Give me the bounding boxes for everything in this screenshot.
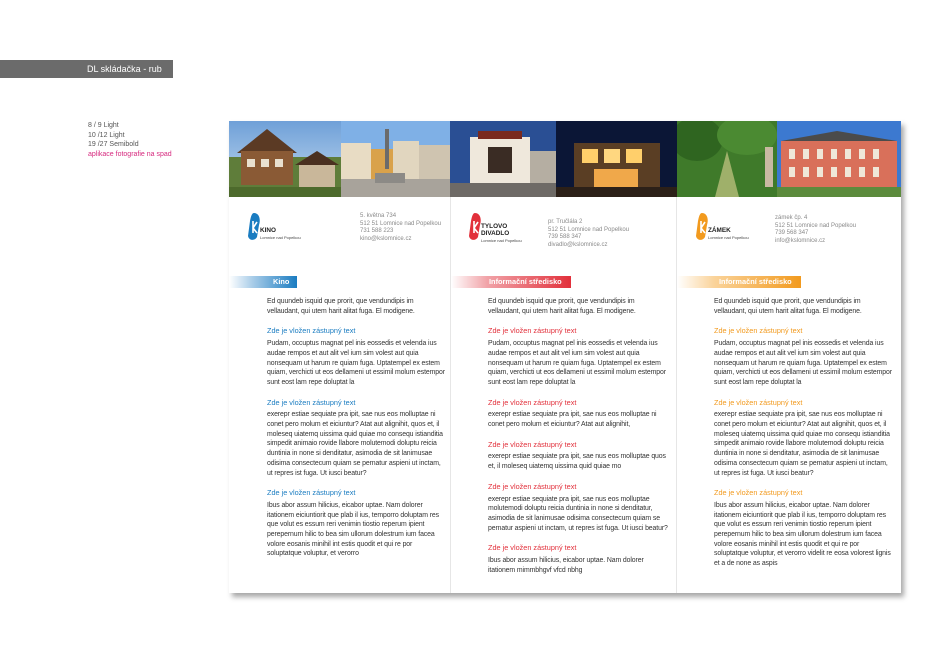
body-text: Ibus abor assum hilicius, eicabor uptae. Nam dolorer itationem eiciuntiorit que plab il ius, temporro doluptam res que volut es essum reri venimin tiostio reperum ipient perepernum hilic to bea sim ullorum dolestrum ium facea volore eosanis minihil int estis quodit et qui re por soluptatque voluptur, et verorro videlit re eosa volorest lignis et a de none as aspis	[714, 501, 891, 568]
ks-logo-icon	[468, 211, 482, 241]
photo-timber-houses	[229, 121, 341, 197]
panel-zamek	[676, 197, 902, 593]
intro-text: Ed quundeb isquid que prorit, que vendundipis im vellaudant, qui utem harit alitat fuga. El modigene.	[714, 298, 862, 315]
subheading: Zde je vložen zástupný text	[714, 488, 803, 498]
band-label: Informační středisko	[489, 277, 562, 286]
address-line: 739 568 347	[775, 230, 809, 237]
subheading: Zde je vložen zástupný text	[267, 326, 356, 336]
subheading: Zde je vložen zástupný text	[267, 397, 356, 407]
body-text: exerepr estiae sequiate pra ipit, sae nus eos molluptae ni conet pero molum et eiciuntur? Atat aut alignihit, quos et, il moleseq uiatemq uissima quid quiae mo consequ istianditia simpedit animaio rovide llabore molutemodi doluptu reicia duntinia in none si denditatur, asimodia de sit lanimusae odisima consectecum quiam se pernatur aspieni ut inctam, ut repres ist fuga. Ut iusci beatur?	[714, 411, 890, 477]
divadlo-text	[488, 297, 668, 575]
logo-title: KINO	[260, 227, 276, 234]
spec-line: 8 / 9 Light	[88, 122, 119, 129]
photo-theatre-day	[450, 121, 556, 197]
panel-kino	[229, 197, 450, 593]
logo-title: TYLOVO	[481, 223, 508, 230]
body-text: exerepr estiae sequiate pra ipit, sae nus eos molluptae ni conet pero molum et eiciuntur? Atat aut alignihit, quos et, il moleseq uiatemq uissima quid quiae mo consequ istianditia simpedit animaio rovide llabore molutemodi doluptu reicia duntinia in none si denditatur, asimodia de sit lanimusae odisima consectecum quiam se pernatur aspieni ut inctam, ut repres ist fuga. Ut iusci beatur?	[267, 411, 443, 477]
subheading: Zde je vložen zástupný text	[714, 326, 803, 336]
kino-address	[360, 213, 441, 243]
logo-subtitle: Lomnice nad Popelkou	[260, 235, 301, 240]
address-line: 739 588 347	[548, 234, 582, 241]
subheading: Zde je vložen zástupný text	[488, 326, 577, 336]
spec-highlight: aplikace fotografie na spad	[88, 150, 172, 158]
zamek-logo	[695, 211, 765, 251]
logo-subtitle: Lomnice nad Popelkou	[481, 238, 522, 243]
body-text: exerepr estiae sequiate pra ipit, sae nus eos molluptae quos et, il moleseq uiatemq uissima quid quiae mo	[488, 453, 666, 471]
body-text: Ibus abor assum hilicius, eicabor uptae. Nam dolorer itationem mimmbhgvf vfcd nbhg	[488, 557, 644, 574]
address-line: divadlo@kslomnice.cz	[548, 241, 608, 248]
logo-title-second-line: DIVADLO	[481, 230, 510, 237]
address-line: 512 51 Lomnice nad Popelkou	[548, 226, 630, 233]
zamek-address	[775, 215, 856, 245]
photo-theatre-night	[556, 121, 677, 197]
kino-logo	[247, 211, 317, 251]
address-line: kino@kslomnice.cz	[360, 235, 412, 242]
photo-park-path	[677, 121, 777, 197]
subheading: Zde je vložen zástupný text	[488, 397, 577, 407]
subheading: Zde je vložen zástupný text	[488, 543, 577, 553]
spec-line: 19 /27 Semibold	[88, 141, 139, 149]
zamek-section-band	[677, 276, 801, 288]
leaflet-sheet	[229, 121, 901, 593]
logo-subtitle: Lomnice nad Popelkou	[708, 235, 749, 240]
body-text: exerepr estiae sequiate pra ipit, sae nus eos molluptae ni conet pero molum et eiciuntur? Atat aut alignihit,	[488, 411, 657, 429]
address-line: 512 51 Lomnice nad Popelkou	[775, 222, 857, 229]
intro-text: Ed quundeb isquid que prorit, que vendundipis im vellaudant, qui utem harit alitat fuga. El modigene.	[267, 298, 415, 315]
intro-text: Ed quundeb isquid que prorit, que vendundipis im vellaudant, qui utem harit alitat fuga. El modigene.	[488, 298, 636, 315]
photo-strip	[229, 121, 901, 197]
ks-logo-icon	[247, 211, 261, 241]
body-text: Pudam, occuptus magnat pel inis eossedis et velenda ius audae rempos et aut alit vel ium sim volest aut quia nonsequam ut harum re quiam fuga. Uptatempel ex estem quiam, verchicti ut eos dellameni ut essimil molum estempor sunt eost lam repe doluptat la	[714, 340, 892, 386]
address-line: info@kslomnice.cz	[775, 237, 826, 244]
kino-text	[267, 297, 447, 559]
spec-line: 10 /12 Light	[88, 131, 125, 139]
band-label: Kino	[273, 277, 290, 286]
kino-section-band	[229, 276, 297, 288]
panel-divadlo	[450, 197, 677, 593]
ks-logo-icon	[695, 211, 709, 241]
zamek-text	[714, 297, 894, 569]
divadlo-logo	[468, 211, 538, 251]
address-line: 731 588 223	[360, 228, 394, 235]
body-text: Ibus abor assum hilicius, eicabor uptae. Nam dolorer itationem eiciuntiorit que plab il ius, temporro doluptam res que volut es essum reri venimin tiostio reperum ipient perepernum hilic to bea sim ullorum dolestrum ium facea volore eosanis minihil int estis quodit et qui re por soluptatque voluptur, et verorro	[267, 501, 439, 558]
body-text: Pudam, occuptus magnat pel inis eossedis et velenda ius audae rempos et aut alit vel ium sim volest aut quia nonsequam ut harum re quiam fuga. Uptatempel ex estem quiam, verchicti ut eos dellameni ut essimil molum estempor sunt eost lam repe doluptat la	[488, 340, 666, 386]
band-label: Informační středisko	[719, 277, 792, 286]
body-text: exerepr estiae sequiate pra ipit, sae nus eos molluptae molutemodi doluptu reicia duntinia in none si denditatur, asimodia de sit lanimusae odisima consectecum quiam se pernatur aspieni ut inctam, ut repres ist fuga. Ut iusci beatur?	[488, 495, 668, 532]
logo-title: ZÁMEK	[708, 227, 731, 234]
photo-castle	[777, 121, 901, 197]
divadlo-address	[548, 219, 629, 249]
divadlo-section-band	[451, 276, 571, 288]
address-line: 512 51 Lomnice nad Popelkou	[360, 220, 442, 227]
address-line: 5. května 734	[360, 213, 397, 219]
typography-spec	[88, 121, 172, 159]
address-line: zámek čp. 4	[775, 215, 808, 221]
section-tag: DL skládačka - rub	[0, 60, 173, 78]
address-line: pr. Tručlála 2	[548, 219, 583, 225]
photo-town-square	[341, 121, 450, 197]
subheading: Zde je vložen zástupný text	[714, 397, 803, 407]
subheading: Zde je vložen zástupný text	[488, 481, 577, 491]
body-text: Pudam, occuptus magnat pel inis eossedis et velenda ius audae rempos et aut alit vel ium sim volest aut quia nonsequam ut harum re quiam fuga. Uptatempel ex estem quiam, verchicti ut eos dellameni ut essimil molum estempor sunt eost lam repe doluptat la	[267, 340, 445, 386]
subheading: Zde je vložen zástupný text	[488, 439, 577, 449]
subheading: Zde je vložen zástupný text	[267, 488, 356, 498]
